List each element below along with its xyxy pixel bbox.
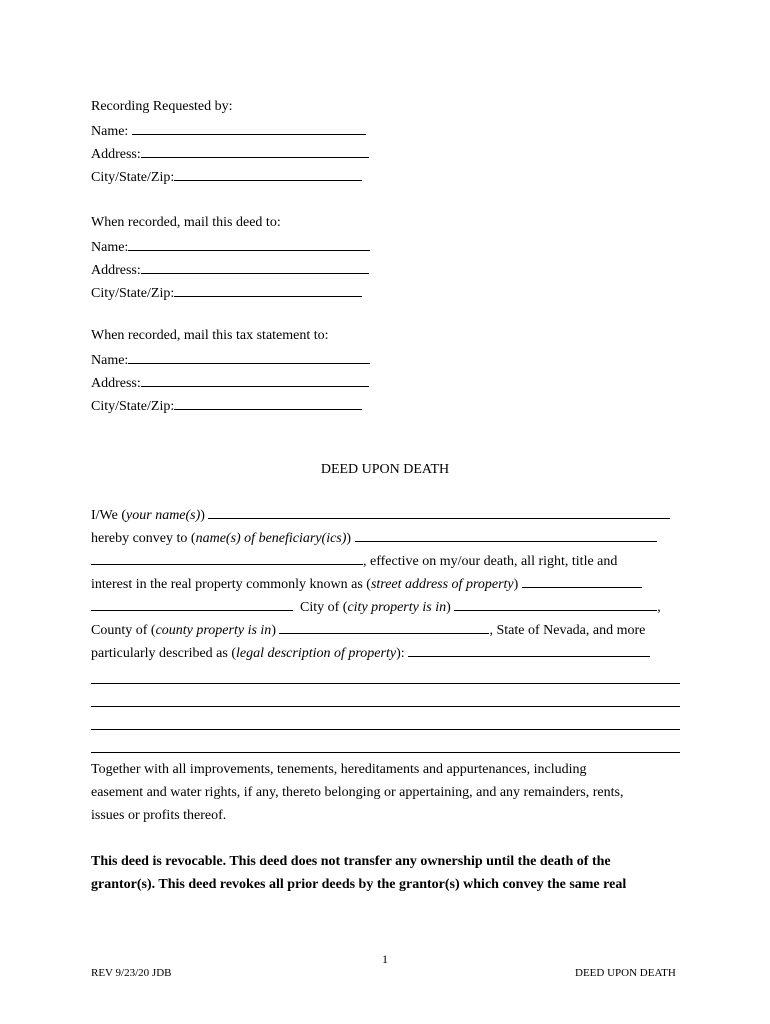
mail-tax-heading: When recorded, mail this tax statement to: xyxy=(91,328,329,343)
document-title: DEED UPON DEATH xyxy=(320,462,450,477)
city-blank[interactable] xyxy=(454,597,657,611)
beneficiary-suffix: ) xyxy=(346,531,355,546)
county-line xyxy=(91,620,645,638)
legal-blank-line-4[interactable] xyxy=(91,752,680,753)
mail-deed-name-label: Name: xyxy=(91,240,129,255)
legal-blank-line-1[interactable] xyxy=(91,683,680,684)
revocable-line-2: grantor(s). This deed revokes all prior deeds by the grantor(s) which convey the same real xyxy=(91,877,627,892)
street-hint: street address of property xyxy=(370,577,514,592)
mail-deed-address-blank[interactable] xyxy=(141,260,369,274)
county-suffix: ) xyxy=(271,623,280,638)
mail-deed-name-blank[interactable] xyxy=(128,237,370,251)
county-prefix: County of ( xyxy=(91,623,156,638)
revision-label: REV 9/23/20 JDB xyxy=(91,967,172,979)
beneficiary-prefix: hereby convey to ( xyxy=(91,531,196,546)
legal-blank[interactable] xyxy=(408,643,650,657)
mail-tax-csz-field[interactable] xyxy=(91,396,362,414)
mail-tax-name-blank[interactable] xyxy=(128,350,370,364)
mail-deed-address-label: Address: xyxy=(91,263,141,278)
county-blank[interactable] xyxy=(279,620,489,634)
mail-deed-name-field[interactable] xyxy=(91,237,370,255)
mail-deed-csz-label: City/State/Zip: xyxy=(91,286,175,301)
street-blank[interactable] xyxy=(522,574,642,588)
legal-blank-line-2[interactable] xyxy=(91,706,680,707)
grantor-blank[interactable] xyxy=(208,505,670,519)
street-prefix: interest in the real property commonly known as ( xyxy=(91,577,371,592)
city-line xyxy=(91,597,661,615)
grantor-line xyxy=(91,505,670,523)
mail-deed-address-field[interactable] xyxy=(91,260,369,278)
legal-prefix: particularly described as ( xyxy=(91,646,236,661)
recording-name-field[interactable] xyxy=(91,121,366,139)
recording-csz-blank[interactable] xyxy=(174,167,362,181)
mail-tax-name-label: Name: xyxy=(91,353,129,368)
recording-name-label: Name: xyxy=(91,124,132,139)
city-comma: , xyxy=(657,600,661,615)
beneficiary-blank-2[interactable] xyxy=(91,551,363,565)
grantor-prefix: I/We ( xyxy=(91,508,127,523)
together-line-3: issues or profits thereof. xyxy=(91,808,227,823)
street-suffix: ) xyxy=(513,577,522,592)
street-blank-2[interactable] xyxy=(91,597,293,611)
page-number: 1 xyxy=(382,952,388,966)
legal-blank-line-3[interactable] xyxy=(91,729,680,730)
mail-deed-csz-blank[interactable] xyxy=(174,283,362,297)
recording-address-label: Address: xyxy=(91,147,141,162)
footer-doc-name: DEED UPON DEATH xyxy=(575,967,676,979)
mail-tax-address-blank[interactable] xyxy=(141,373,369,387)
legal-suffix: ): xyxy=(396,646,409,661)
state-text: , State of Nevada, and more xyxy=(489,623,646,638)
beneficiary-hint: name(s) of beneficiary(ics) xyxy=(195,531,347,546)
grantor-suffix: ) xyxy=(200,508,209,523)
mail-tax-csz-blank[interactable] xyxy=(174,396,362,410)
mail-deed-csz-field[interactable] xyxy=(91,283,362,301)
city-suffix: ) xyxy=(446,600,455,615)
recording-csz-label: City/State/Zip: xyxy=(91,170,175,185)
recording-heading: Recording Requested by: xyxy=(91,99,233,114)
legal-line xyxy=(91,643,650,661)
beneficiary-line xyxy=(91,528,657,546)
mail-tax-csz-label: City/State/Zip: xyxy=(91,399,175,414)
mail-tax-address-field[interactable] xyxy=(91,373,369,391)
recording-name-blank[interactable] xyxy=(132,121,366,135)
grantor-hint: your name(s) xyxy=(126,508,201,523)
street-line xyxy=(91,574,642,592)
beneficiary-blank[interactable] xyxy=(355,528,657,542)
mail-tax-address-label: Address: xyxy=(91,376,141,391)
recording-address-field[interactable] xyxy=(91,144,369,162)
together-line-1: Together with all improvements, tenements, hereditaments and appurtenances, including xyxy=(91,762,587,777)
revocable-line-1: This deed is revocable. This deed does not transfer any ownership until the death of the xyxy=(91,854,611,869)
recording-address-blank[interactable] xyxy=(141,144,369,158)
legal-hint: legal description of property xyxy=(236,646,397,661)
effective-line xyxy=(91,551,617,569)
mail-deed-heading: When recorded, mail this deed to: xyxy=(91,215,281,230)
recording-csz-field[interactable] xyxy=(91,167,362,185)
city-prefix: City of ( xyxy=(293,600,348,615)
effective-text: , effective on my/our death, all right, title and xyxy=(363,554,618,569)
city-hint: city property is in xyxy=(347,600,447,615)
county-hint: county property is in xyxy=(155,623,272,638)
together-line-2: easement and water rights, if any, thereto belonging or appertaining, and any remainders, rents, xyxy=(91,785,624,800)
mail-tax-name-field[interactable] xyxy=(91,350,370,368)
